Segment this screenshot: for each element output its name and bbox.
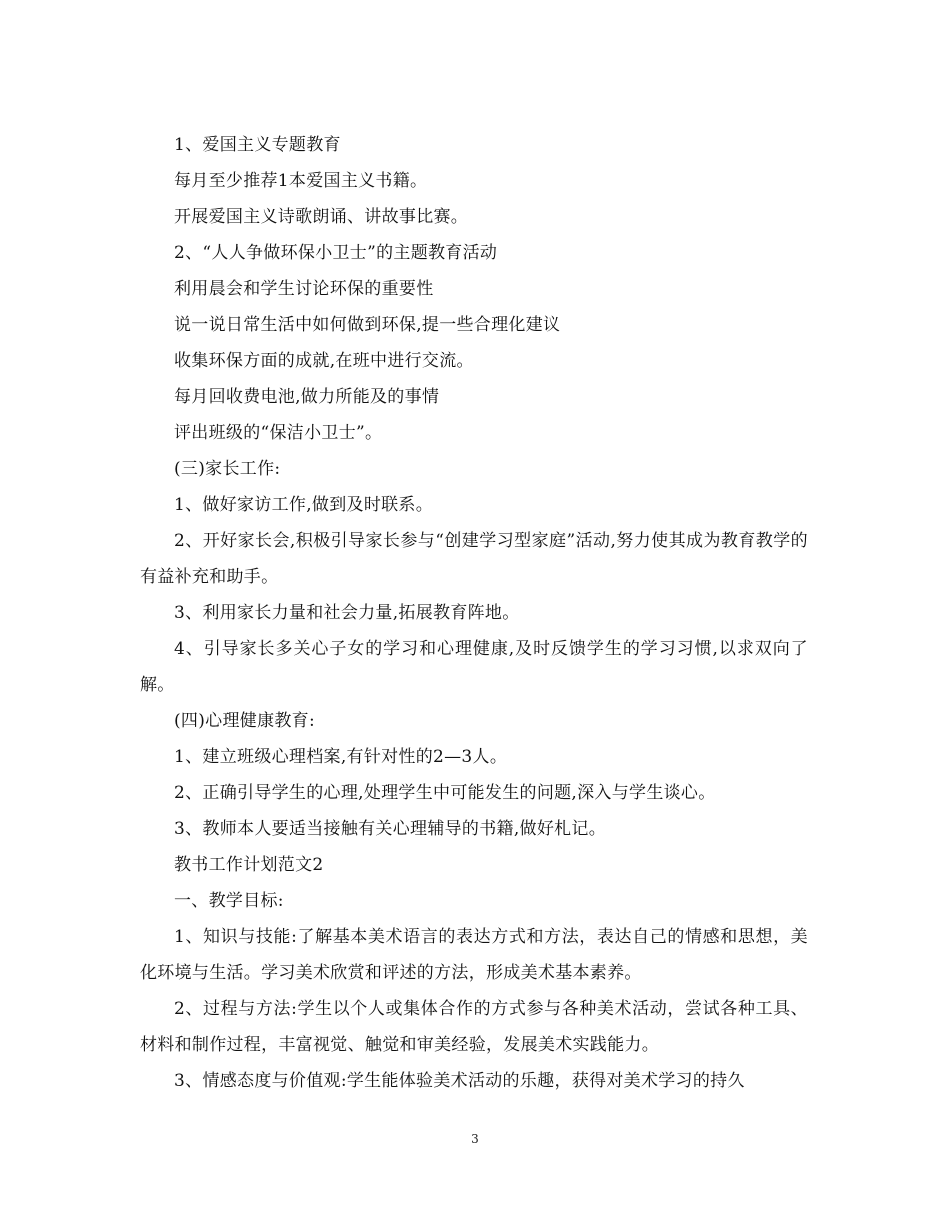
paragraph-9: 评出班级的“保洁小卫士”。	[174, 423, 383, 443]
paragraph-7: 收集环保方面的成就,在班中进行交流。	[174, 351, 474, 371]
page-body	[140, 127, 808, 1099]
paragraph-18: 3、教师本人要适当接触有关心理辅导的书籍,做好札记。	[174, 819, 607, 839]
essay-title-2: 教书工作计划范文2	[174, 855, 324, 875]
paragraph-6: 说一说日常生活中如何做到环保,提一些合理化建议	[174, 315, 561, 335]
paragraph-5: 利用晨会和学生讨论环保的重要性	[174, 279, 434, 299]
paragraph-16: 1、建立班级心理档案,有针对性的2—3人。	[174, 747, 508, 767]
paragraph-1: 1、爱国主义专题教育	[174, 135, 341, 155]
section-heading-parents: (三)家长工作:	[174, 459, 281, 479]
paragraph-13: 3、利用家长力量和社会力量,拓展教育阵地。	[174, 603, 520, 623]
paragraph-17: 2、正确引导学生的心理,处理学生中可能发生的问题,深入与学生谈心。	[174, 783, 716, 803]
paragraph-2: 每月至少推荐1本爱国主义书籍。	[174, 171, 428, 191]
page-number: 3	[471, 1132, 479, 1146]
paragraph-14: 4、引导家长多关心子女的学习和心理健康,及时反馈学生的学习习惯,以求双向了解。	[140, 639, 808, 695]
paragraph-23: 3、情感态度与价值观:学生能体验美术活动的乐趣，获得对美术学习的持久	[174, 1071, 745, 1091]
paragraph-22: 2、过程与方法:学生以个人或集体合作的方式参与各种美术活动，尝试各种工具、材料和制作过程，丰富视觉、触觉和审美经验，发展美术实践能力。	[140, 999, 808, 1055]
paragraph-4: 2、“人人争做环保小卫士”的主题教育活动	[174, 243, 498, 263]
paragraph-11: 1、做好家访工作,做到及时联系。	[174, 495, 434, 515]
paragraph-12: 2、开好家长会,积极引导家长参与“创建学习型家庭”活动,努力使其成为教育教学的有益补充和助手。	[140, 531, 808, 587]
paragraph-3: 开展爱国主义诗歌朗诵、讲故事比赛。	[174, 207, 469, 227]
section-heading-goals: 一、教学目标:	[174, 891, 284, 911]
section-heading-mental-health: (四)心理健康教育:	[174, 711, 315, 731]
paragraph-8: 每月回收费电池,做力所能及的事情	[174, 387, 440, 407]
paragraph-21: 1、知识与技能:了解基本美术语言的表达方式和方法，表达自己的情感和思想，美化环境与生活。学习美术欣赏和评述的方法，形成美术基本素养。	[140, 927, 808, 983]
